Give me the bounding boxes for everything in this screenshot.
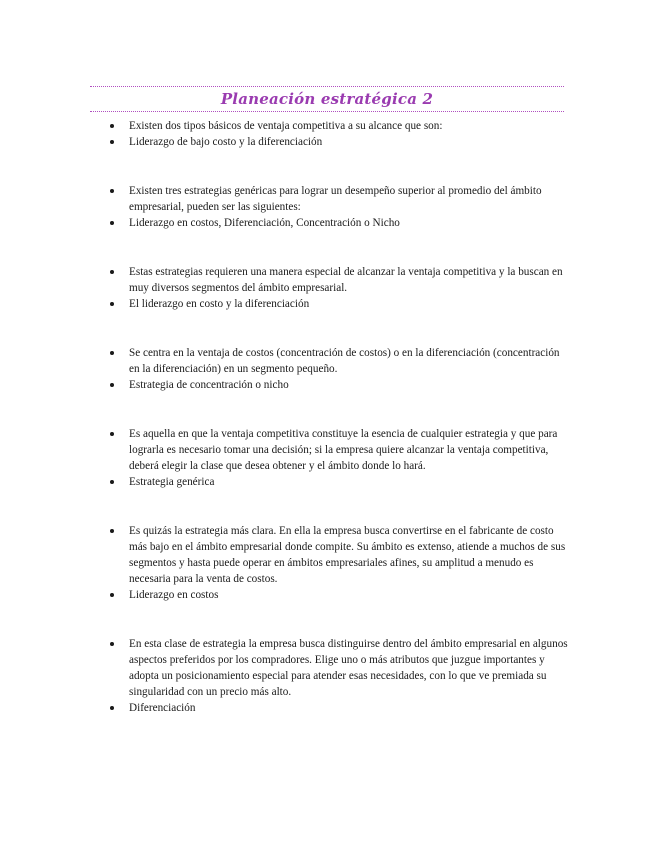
page-title: Planeación estratégica 2 xyxy=(220,90,434,108)
qa-group-7 xyxy=(108,636,568,716)
question-item: Es quizás la estrategia más clara. En ella la empresa busca convertirse en el fabricante de costo más bajo en el ámbito empresarial donde compite. Su ámbito es extenso, atiende a muchos de sus segmentos y hasta puede operar en ámbitos empresariales afines, su amplitud a menudo es necesaria para la venta de costos. xyxy=(108,523,568,587)
answer-item: Liderazgo en costos xyxy=(108,587,568,603)
question-item: Se centra en la ventaja de costos (concentración de costos) o en la diferenciación (concentración en la diferenciación) en un segmento pequeño. xyxy=(108,345,568,377)
question-item: Estas estrategias requieren una manera especial de alcanzar la ventaja competitiva y la buscan en muy diversos segmentos del ámbito empresarial. xyxy=(108,264,568,296)
answer-item: Liderazgo de bajo costo y la diferenciación xyxy=(108,134,568,150)
answer-item: Estrategia genérica xyxy=(108,474,568,490)
answer-item: Estrategia de concentración o nicho xyxy=(108,377,568,393)
qa-group-4 xyxy=(108,345,568,393)
qa-group-5 xyxy=(108,426,568,490)
question-item: En esta clase de estrategia la empresa busca distinguirse dentro del ámbito empresarial en algunos aspectos preferidos por los compradores. Elige uno o más atributos que juzgue importantes y adopta un posicionamiento especial para atender esas necesidades, con lo que ve premiada su singularidad con un precio más alto. xyxy=(108,636,568,700)
title-band xyxy=(90,86,564,112)
answer-item: El liderazgo en costo y la diferenciación xyxy=(108,296,568,312)
qa-group-2 xyxy=(108,183,568,231)
answer-item: Diferenciación xyxy=(108,700,568,716)
document-content xyxy=(108,118,568,749)
qa-group-1 xyxy=(108,118,568,150)
question-item: Existen dos tipos básicos de ventaja competitiva a su alcance que son: xyxy=(108,118,568,134)
question-item: Existen tres estrategias genéricas para lograr un desempeño superior al promedio del ámbito empresarial, pueden ser las siguientes: xyxy=(108,183,568,215)
question-item: Es aquella en que la ventaja competitiva constituye la esencia de cualquier estrategia y que para lograrla es necesario tomar una decisión; si la empresa quiere alcanzar la ventaja competitiva, deberá elegir la clase que desea obtener y el ámbito donde lo hará. xyxy=(108,426,568,474)
qa-group-3 xyxy=(108,264,568,312)
answer-item: Liderazgo en costos, Diferenciación, Concentración o Nicho xyxy=(108,215,568,231)
qa-group-6 xyxy=(108,523,568,603)
